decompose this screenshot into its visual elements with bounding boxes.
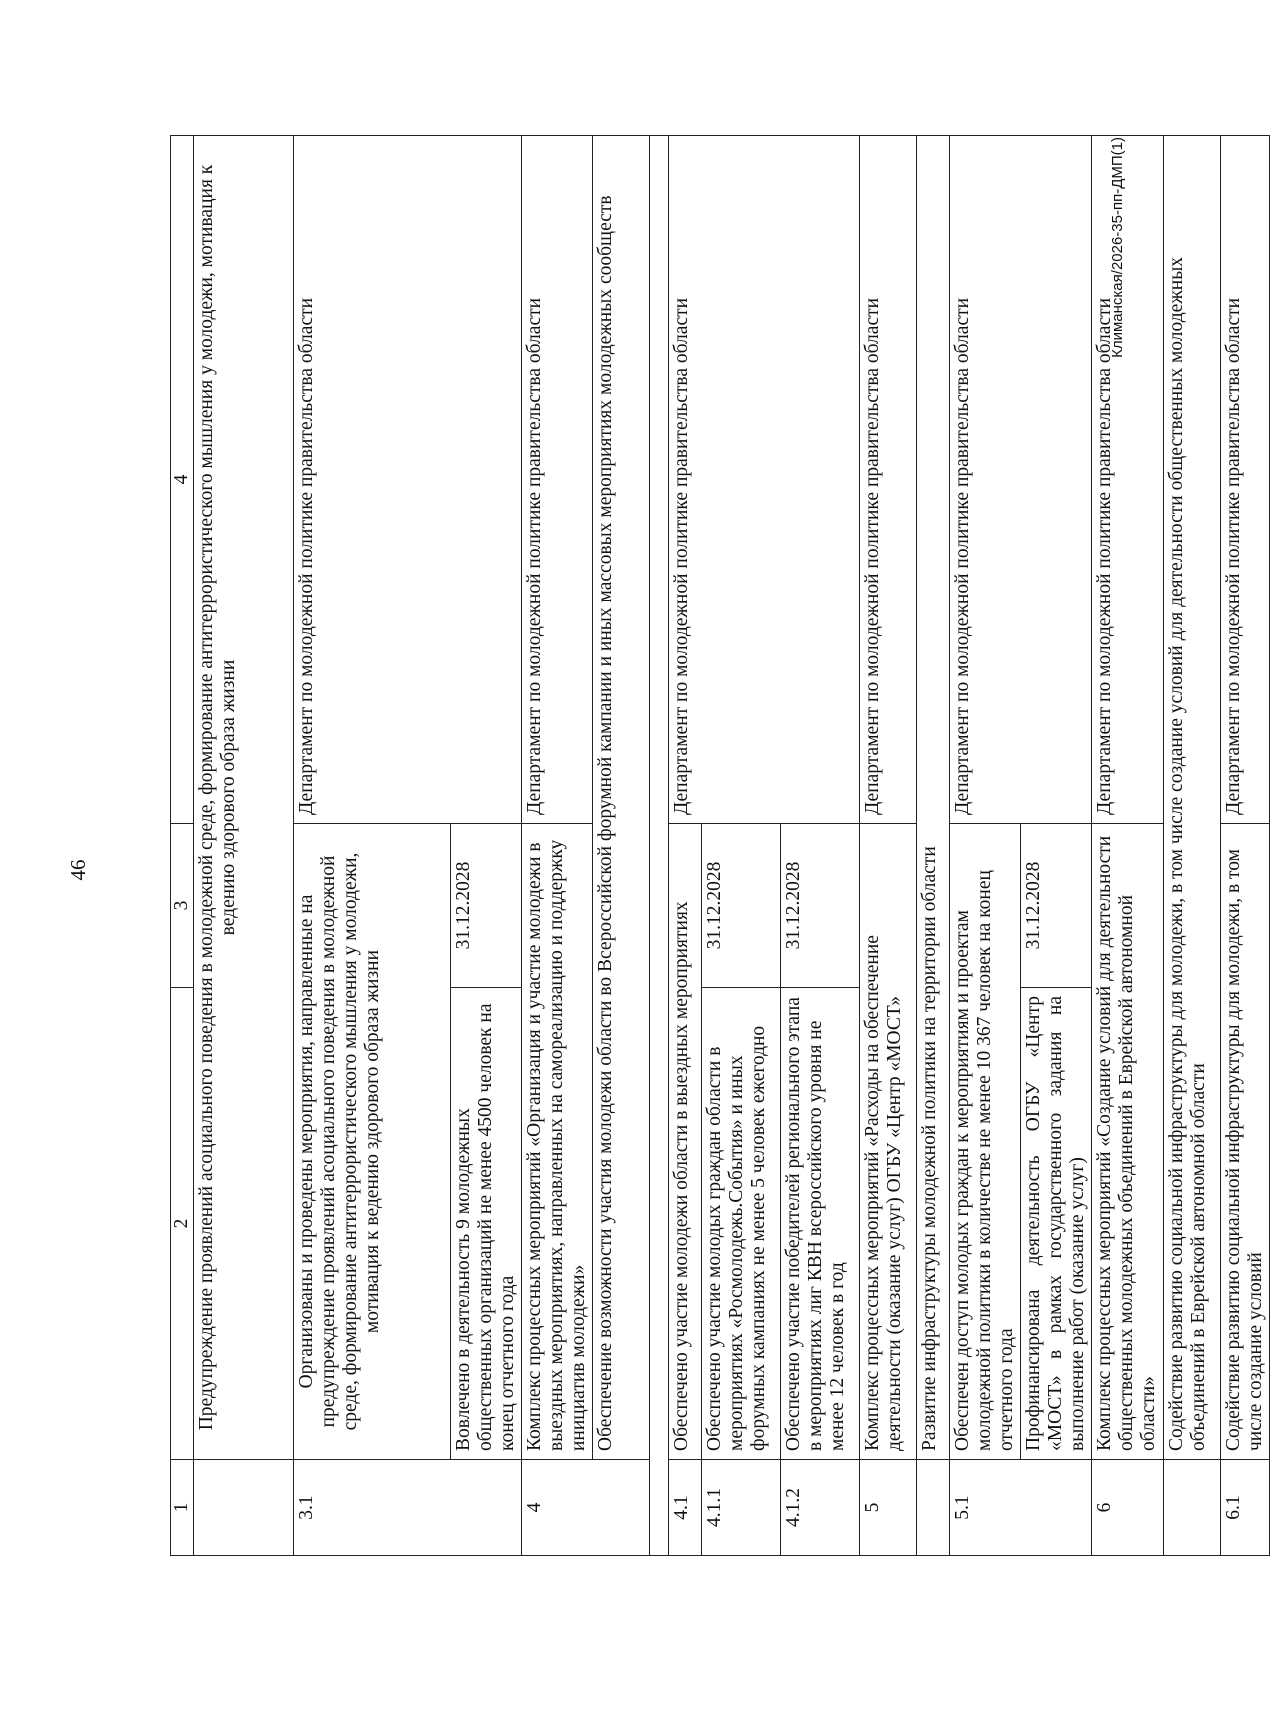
- row-number: 4.1: [669, 1460, 702, 1556]
- table-row: [860, 136, 917, 1556]
- header-col-1: 1: [171, 1460, 194, 1556]
- blank-row: [650, 136, 669, 1556]
- control-point-text: Обеспечено участие молодых граждан области в мероприятиях «Росмолодежь.События» и иных форумных кампаниях не менее 5 человек ежегодно: [702, 988, 781, 1460]
- table-row: [294, 136, 451, 1556]
- row-number: 5: [860, 1460, 917, 1556]
- table-row: [650, 136, 669, 1556]
- task-text: Содействие развитию социальной инфраструктуры для молодежи, в том числе создание условий для деятельности общественных молодежных объединений в Еврейской автономной области: [1163, 136, 1220, 1460]
- responsible-cell: Департамент по молодежной политике правительства области: [669, 136, 860, 824]
- task-text: Обеспечение возможности участия молодежи области во Всероссийской форумной кампании и иных массовых мероприятиях молодежных сообществ: [593, 136, 650, 1460]
- row-number: [917, 1460, 950, 1556]
- row-number: [1163, 1460, 1220, 1556]
- result-text: Обеспечено участие молодежи области в выездных мероприятиях: [669, 824, 702, 1460]
- document-table-wrapper: [170, 136, 1266, 1556]
- row-number: 6.1: [1220, 1460, 1269, 1556]
- footer-code-text: Климанская/2026-35-пп-ДМП(1): [1109, 137, 1126, 358]
- row-number: 5.1: [950, 1460, 1092, 1556]
- responsible-cell: Департамент по молодежной политике правительства области: [522, 136, 593, 824]
- row-number: [194, 1460, 294, 1556]
- table-row: [917, 136, 950, 1556]
- complex-title: Комплекс процессных мероприятий «Организация и участие молодежи в выездных мероприятиях, направленных на самореализацию и поддержку инициатив молодежи»: [522, 824, 593, 1460]
- result-text: Организованы и проведены мероприятия, направленные на предупреждение проявлений асоциального поведения в молодежной среде, формирование антитеррористического мышления у молодежи, мотивация к ведению здорового образа жизни: [294, 824, 451, 1460]
- row-number: 3.1: [294, 1460, 522, 1556]
- document-footer-code: [1104, 137, 1136, 1567]
- complex-title: Комплекс процессных мероприятий «Расходы на обеспечение деятельности (оказание услуг) ОГБУ «Центр «МОСТ»: [860, 824, 917, 1460]
- row-number: 4: [522, 1460, 650, 1556]
- control-point-text: Вовлечено в деятельность 9 молодежных общественных организаций не менее 4500 человек на конец отчетного года: [451, 988, 522, 1460]
- header-col-3: 3: [171, 824, 194, 988]
- row-number: 4.1.1: [702, 1460, 781, 1556]
- deadline-cell: 31.12.2028: [702, 824, 781, 988]
- control-point-text: Профинансирована деятельность ОГБУ «Центр «МОСТ» в рамках государственного задания на выполнение работ (оказание услуг): [1021, 988, 1092, 1460]
- deadline-cell: 31.12.2028: [781, 824, 860, 988]
- responsible-cell: Департамент по молодежной политике правительства области: [294, 136, 522, 824]
- table-row: [194, 136, 294, 1556]
- control-point-text: Обеспечено участие победителей регионального этапа в мероприятиях лиг КВН всероссийского уровня не менее 12 человек в год: [781, 988, 860, 1460]
- task-text: Развитие инфраструктуры молодежной политики на территории области: [917, 136, 950, 1460]
- result-text: Содействие развитию социальной инфраструктуры для молодежи, в том числе создание условий: [1220, 824, 1269, 1460]
- row-number: 6: [1092, 1460, 1163, 1556]
- row-number: 4.1.2: [781, 1460, 860, 1556]
- table-row: [593, 136, 650, 1556]
- deadline-cell: 31.12.2028: [1021, 824, 1092, 988]
- responsible-cell: Департамент по молодежной политике правительства области: [860, 136, 917, 824]
- responsible-cell: Департамент по молодежной политике правительства области: [1220, 136, 1269, 824]
- table-row: [669, 136, 702, 1556]
- result-text: Обеспечен доступ молодых граждан к мероприятиям и проектам молодежной политики в количестве не менее 10 367 человек на конец отчетного года: [950, 824, 1021, 1460]
- header-col-2: 2: [171, 988, 194, 1460]
- page-number: 46: [66, 859, 90, 881]
- deadline-cell: 31.12.2028: [451, 824, 522, 988]
- table-row: [522, 136, 593, 1556]
- complex-title: Комплекс процессных мероприятий «Создание условий для деятельности общественных молодежных объединений в Еврейской автономной области»: [1092, 824, 1163, 1460]
- responsible-cell: Департамент по молодежной политике правительства области: [950, 136, 1092, 824]
- table-header-row: [171, 136, 194, 1556]
- header-col-4: 4: [171, 136, 194, 824]
- section-heading: Предупреждение проявлений асоциального поведения в молодежной среде, формирование антитеррористического мышления у молодежи, мотивация к ведению здорового образа жизни: [194, 136, 294, 1460]
- responsible-cell: Департамент по молодежной политике правительства области: [1092, 136, 1163, 824]
- table-row: [1220, 136, 1269, 1556]
- table-row: [1163, 136, 1220, 1556]
- table-row: [950, 136, 1021, 1556]
